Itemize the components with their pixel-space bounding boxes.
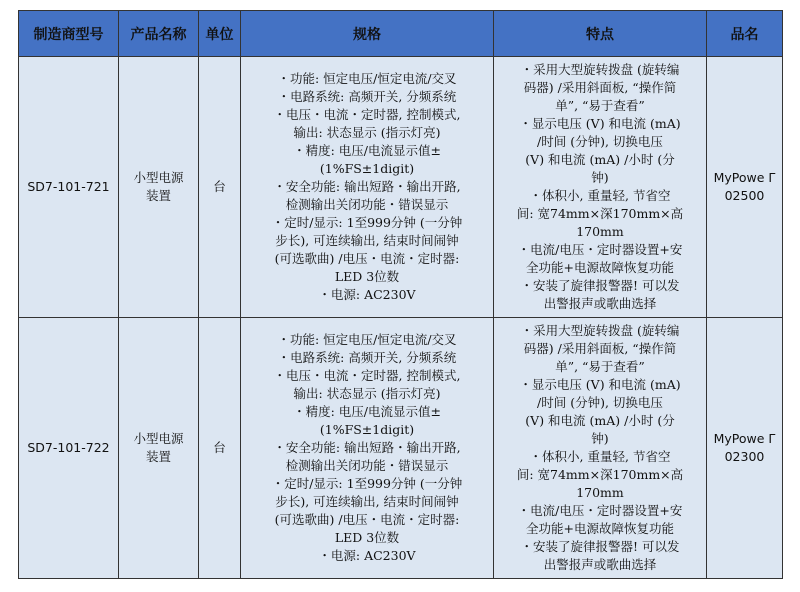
product-name-cell — [119, 318, 199, 579]
features-cell — [494, 318, 707, 579]
spec-cell — [241, 57, 494, 318]
brand-line: 02500 — [724, 188, 765, 203]
feature-line: ・安装了旋律报警器! 可以发 — [520, 278, 680, 293]
feature-line: 钟) — [591, 170, 609, 185]
header-unit: 单位 — [199, 11, 241, 57]
spec-line: ・精度: 电压/电流显示值± — [293, 143, 441, 158]
unit-cell: 台 — [199, 318, 241, 579]
feature-line: 170mm — [576, 224, 624, 239]
feature-line: (V) 和电流 (mA) /小时 (分 — [525, 152, 675, 167]
spec-line: ・安全功能: 输出短路・输出开路, — [273, 179, 461, 194]
product-table — [18, 10, 783, 579]
model-cell: SD7-101-722 — [19, 318, 119, 579]
header-product-name: 产品名称 — [119, 11, 199, 57]
spec-line: ・电压・电流・定时器, 控制模式, — [273, 368, 461, 383]
feature-line: 间: 宽74mm×深170mm×高 — [516, 206, 684, 221]
feature-line: 码器) /采用斜面板, “操作简 — [523, 80, 677, 95]
brand-cell — [707, 318, 783, 579]
spec-line: ・功能: 恒定电压/恒定电流/交叉 — [277, 71, 457, 86]
feature-line: ・采用大型旋转拨盘 (旋转编 — [520, 62, 680, 77]
feature-line: ・体积小, 重量轻, 节省空 — [529, 188, 671, 203]
feature-line: ・电流/电压・定时器设置+安 — [517, 503, 683, 518]
spec-line: ・电路系统: 高频开关, 分频系统 — [277, 350, 457, 365]
feature-line: 间: 宽74mm×深170mm×高 — [516, 467, 684, 482]
feature-line: 全功能+电源故障恢复功能 — [526, 521, 674, 536]
feature-line: ・体积小, 重量轻, 节省空 — [529, 449, 671, 464]
spec-line: (可选歌曲) /电压・电流・定时器: — [274, 251, 460, 266]
product-name-line: 小型电源 — [133, 431, 184, 446]
spec-line: ・安全功能: 输出短路・输出开路, — [273, 440, 461, 455]
feature-line: 单”, “易于查看” — [555, 98, 645, 113]
product-name-line: 小型电源 — [133, 170, 184, 185]
table-row — [19, 57, 783, 318]
product-name-line: 装置 — [145, 449, 171, 464]
spec-line: 输出: 状态显示 (指示灯亮) — [293, 125, 441, 140]
product-name-cell — [119, 57, 199, 318]
feature-line: ・显示电压 (V) 和电流 (mA) — [519, 377, 681, 392]
spec-line: 步长), 可连续输出, 结束时间闹钟 — [275, 494, 459, 509]
header-spec: 规格 — [241, 11, 494, 57]
product-table-wrapper — [18, 10, 783, 579]
spec-line: 检测输出关闭功能・错误显示 — [285, 458, 449, 473]
header-model: 制造商型号 — [19, 11, 119, 57]
header-row — [19, 11, 783, 57]
feature-line: ・电流/电压・定时器设置+安 — [517, 242, 683, 257]
brand-line: MyPowe Γ — [713, 170, 776, 185]
spec-line: ・功能: 恒定电压/恒定电流/交叉 — [277, 332, 457, 347]
feature-line: (V) 和电流 (mA) /小时 (分 — [525, 413, 675, 428]
feature-line: 钟) — [591, 431, 609, 446]
brand-cell — [707, 57, 783, 318]
feature-line: 码器) /采用斜面板, “操作简 — [523, 341, 677, 356]
feature-line: ・采用大型旋转拨盘 (旋转编 — [520, 323, 680, 338]
spec-line: ・定时/显示: 1至999分钟 (一分钟 — [271, 476, 463, 491]
spec-line: ・精度: 电压/电流显示值± — [293, 404, 441, 419]
model-cell: SD7-101-721 — [19, 57, 119, 318]
header-features: 特点 — [494, 11, 707, 57]
spec-line: ・定时/显示: 1至999分钟 (一分钟 — [271, 215, 463, 230]
feature-line: 全功能+电源故障恢复功能 — [526, 260, 674, 275]
feature-line: /时间 (分钟), 切换电压 — [537, 395, 663, 410]
spec-line: (可选歌曲) /电压・电流・定时器: — [274, 512, 460, 527]
brand-line: MyPowe Γ — [713, 431, 776, 446]
spec-line: ・电路系统: 高频开关, 分频系统 — [277, 89, 457, 104]
spec-line: LED 3位数 — [334, 530, 400, 545]
spec-line: (1%FS±1digit) — [319, 161, 415, 176]
spec-line: ・电压・电流・定时器, 控制模式, — [273, 107, 461, 122]
product-name-line: 装置 — [145, 188, 171, 203]
feature-line: ・安装了旋律报警器! 可以发 — [520, 539, 680, 554]
spec-line: ・电源: AC230V — [318, 287, 416, 302]
feature-line: 出警报声或歌曲选择 — [543, 557, 657, 572]
brand-line: 02300 — [724, 449, 765, 464]
spec-line: 输出: 状态显示 (指示灯亮) — [293, 386, 441, 401]
spec-cell — [241, 318, 494, 579]
feature-line: /时间 (分钟), 切换电压 — [537, 134, 663, 149]
unit-cell: 台 — [199, 57, 241, 318]
feature-line: ・显示电压 (V) 和电流 (mA) — [519, 116, 681, 131]
feature-line: 单”, “易于查看” — [555, 359, 645, 374]
header-brand: 品名 — [707, 11, 783, 57]
table-row — [19, 318, 783, 579]
spec-line: 检测输出关闭功能・错误显示 — [285, 197, 449, 212]
spec-line: (1%FS±1digit) — [319, 422, 415, 437]
feature-line: 出警报声或歌曲选择 — [543, 296, 657, 311]
spec-line: LED 3位数 — [334, 269, 400, 284]
spec-line: ・电源: AC230V — [318, 548, 416, 563]
features-cell — [494, 57, 707, 318]
feature-line: 170mm — [576, 485, 624, 500]
spec-line: 步长), 可连续输出, 结束时间闹钟 — [275, 233, 459, 248]
